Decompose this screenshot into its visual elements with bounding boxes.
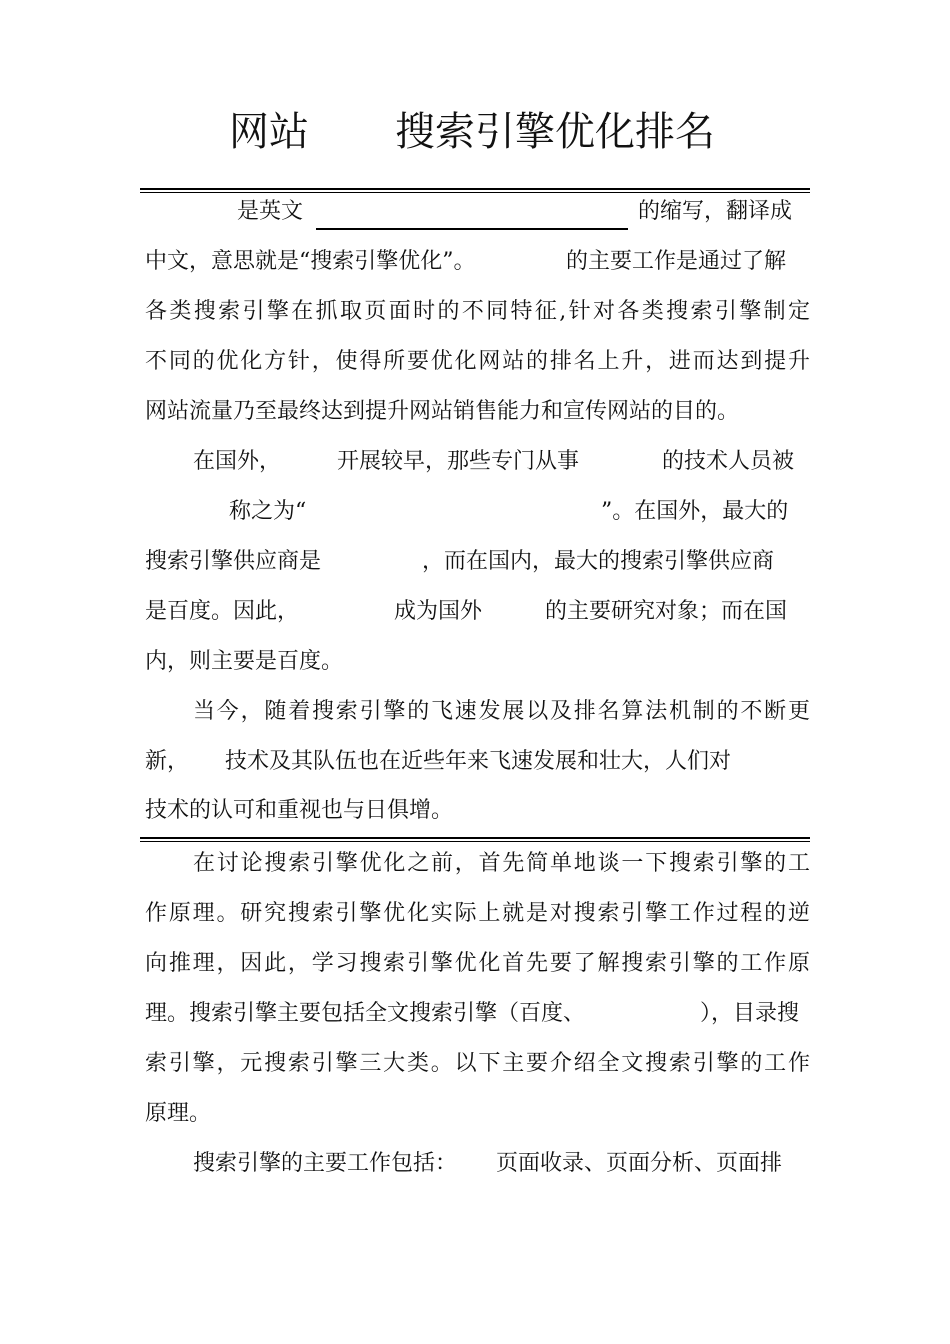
title-part1: 网站 bbox=[229, 109, 309, 155]
s1-line1-b: 的缩写，翻译成 bbox=[638, 199, 793, 224]
s1-line1-a: 是英文 bbox=[237, 199, 304, 224]
s2-line4-b: ），目录搜 bbox=[700, 1001, 800, 1026]
s1-line9-a: 是百度。因此， bbox=[145, 599, 300, 624]
s2-line1: 在讨论搜索引擎优化之前，首先简单地谈一下搜索引擎的工 bbox=[193, 851, 810, 876]
s1-line9-c: 的主要研究对象；而在国 bbox=[545, 599, 788, 624]
s2-line7-a: 搜索引擎的主要工作包括： bbox=[193, 1151, 458, 1176]
s1-line7-a: 称之为“ bbox=[229, 499, 307, 524]
s2-line5: 索引擎，元搜索引擎三大类。以下主要介绍全文搜索引擎的工作 bbox=[145, 1051, 810, 1076]
s1-line13: 技术的认可和重视也与日俱增。 bbox=[145, 798, 454, 823]
s1-line8-a: 搜索引擎供应商是 bbox=[145, 549, 322, 574]
s2-line6: 原理。 bbox=[145, 1101, 212, 1126]
s1-line11: 当今，随着搜索引擎的飞速发展以及排名算法机制的不断更 bbox=[193, 699, 810, 724]
document-title bbox=[0, 102, 950, 162]
s2-line3: 向推理，因此，学习搜索引擎优化首先要了解搜索引擎的工作原 bbox=[145, 951, 810, 976]
s1-line9-b: 成为国外 bbox=[394, 599, 483, 624]
s1-line6-c: 的技术人员被 bbox=[662, 449, 795, 474]
blank-underline bbox=[316, 228, 628, 230]
s2-line4-a: 理。搜索引擎主要包括全文搜索引擎（百度、 bbox=[145, 1001, 586, 1026]
s1-line2-b: 的主要工作是通过了解 bbox=[566, 249, 787, 274]
top-double-rule bbox=[140, 188, 810, 192]
s1-line6-a: 在国外， bbox=[193, 449, 282, 474]
title-part2: 搜索引擎优化排名 bbox=[395, 109, 715, 155]
s1-line2-a: 中文，意思就是“搜索引擎优化”。 bbox=[145, 249, 476, 274]
s1-line12-b: 技术及其队伍也在近些年来飞速发展和壮大，人们对 bbox=[225, 749, 732, 774]
s1-line5: 网站流量乃至最终达到提升网站销售能力和宣传网站的目的。 bbox=[145, 399, 740, 424]
s1-line8-b: ，而在国内，最大的搜索引擎供应商 bbox=[422, 549, 775, 574]
s1-line3: 各类搜索引擎在抓取页面时的不同特征,针对各类搜索引擎制定 bbox=[145, 299, 810, 324]
s1-line4: 不同的优化方针，使得所要优化网站的排名上升，进而达到提升 bbox=[145, 349, 810, 374]
s1-line10: 内，则主要是百度。 bbox=[145, 649, 344, 674]
s1-line12-a: 新， bbox=[145, 749, 190, 774]
s2-line7-b: 页面收录、页面分析、页面排 bbox=[496, 1151, 783, 1176]
s1-line6-b: 开展较早，那些专门从事 bbox=[337, 449, 580, 474]
middle-double-rule bbox=[140, 837, 810, 841]
s1-line7-b: ”。在国外，最大的 bbox=[601, 499, 789, 524]
s2-line2: 作原理。研究搜索引擎优化实际上就是对搜索引擎工作过程的逆 bbox=[145, 901, 810, 926]
